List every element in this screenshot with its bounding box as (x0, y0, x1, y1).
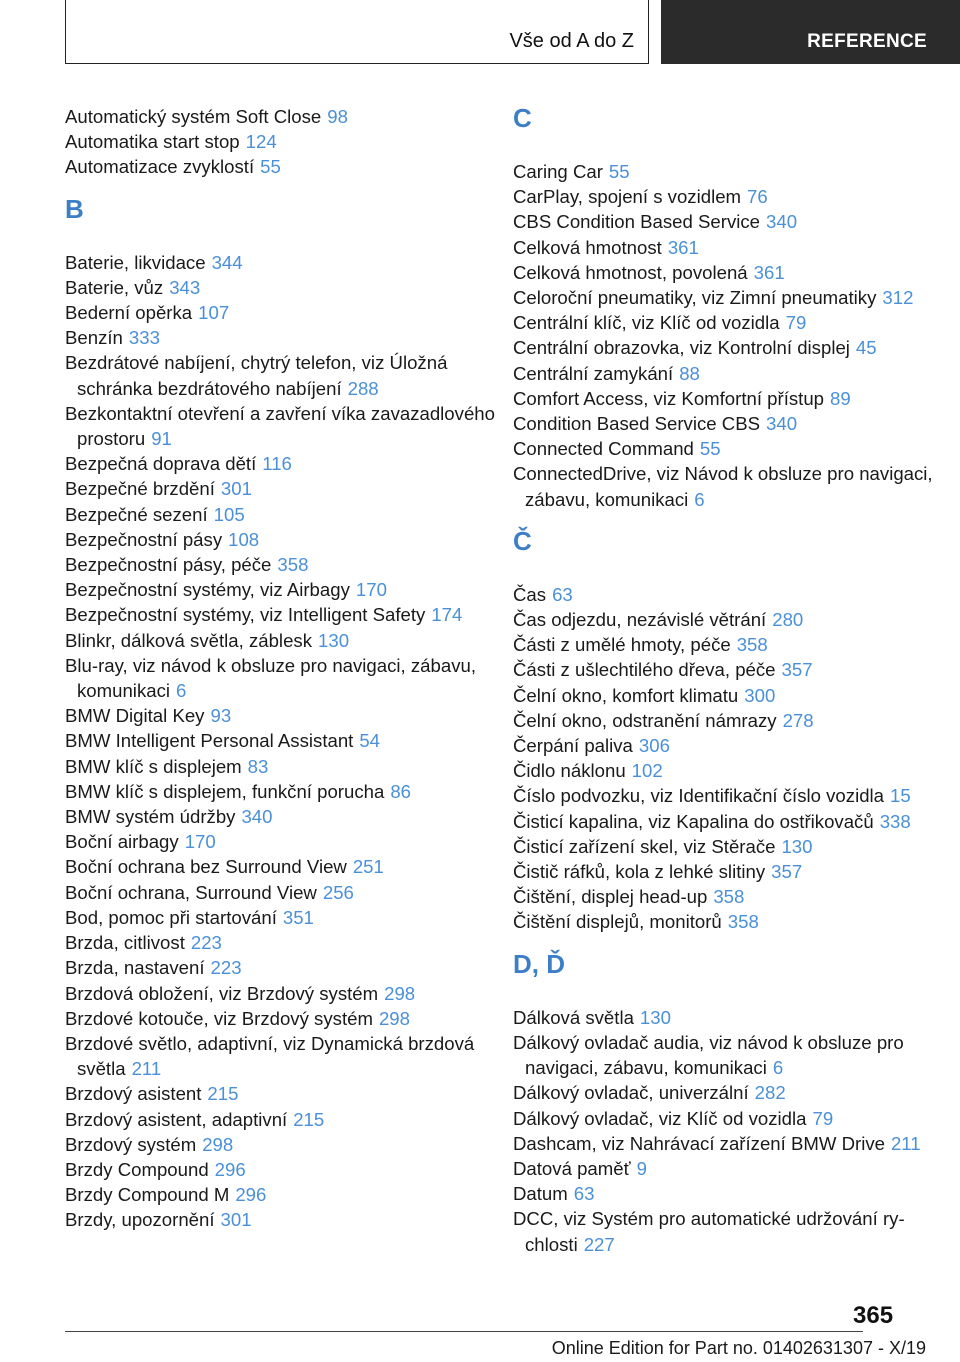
index-entry-text: Automatický systém Soft Close (65, 106, 322, 127)
page-reference-link[interactable]: 15 (890, 785, 911, 807)
page-reference-link[interactable]: 343 (169, 276, 201, 298)
page-reference-link[interactable]: 76 (747, 186, 768, 208)
index-entry (65, 300, 505, 325)
index-entry (65, 703, 505, 728)
index-entry-text: Comfort Access, viz Komfortní přístup (513, 387, 825, 409)
page-reference-link[interactable]: 340 (766, 413, 798, 435)
index-entry (513, 1181, 953, 1206)
index-entry (513, 859, 953, 884)
index-entry-text: Bezpečnostní pásy (65, 528, 223, 550)
index-entry-text: Čidlo náklonu (513, 760, 626, 782)
index-entry (65, 854, 505, 879)
index-entry-text: Brzdové světlo, adaptivní, viz Dynamická brzdová světla (65, 1032, 475, 1080)
page-reference-link[interactable]: 91 (151, 428, 172, 450)
index-entry-text: Caring Car (513, 161, 603, 182)
index-entry-text: Čelní okno, odstranění námrazy (513, 709, 777, 731)
index-entry (65, 476, 505, 501)
page-number: 365 (853, 1302, 894, 1329)
page-reference-link[interactable]: 358 (713, 886, 745, 908)
index-entry-text: Baterie, vůz (65, 276, 164, 298)
index-entry (65, 1031, 505, 1081)
page-reference-link[interactable]: 280 (772, 609, 804, 631)
page-reference-link[interactable]: 79 (812, 1107, 834, 1129)
page-reference-link[interactable]: 251 (352, 856, 384, 878)
index-entry-text: Connected Command (513, 438, 694, 460)
page-reference-link[interactable]: 54 (359, 730, 381, 752)
index-entry (65, 754, 505, 779)
index-entry-text: Bederní opěrka (65, 302, 193, 324)
page-reference-link[interactable]: 174 (431, 604, 463, 626)
index-entry-text: Brzdový asistent, adaptivní (65, 1108, 288, 1130)
index-entry (65, 981, 505, 1006)
page-reference-link[interactable]: 298 (378, 1007, 410, 1029)
index-entry (513, 1206, 953, 1256)
index-entry-text: BMW Digital Key (65, 705, 205, 727)
index-entry (65, 577, 505, 602)
page-reference-link[interactable]: 256 (322, 881, 354, 903)
index-entry (513, 582, 953, 607)
index-entry (513, 335, 953, 360)
page-reference-link[interactable]: 130 (318, 629, 350, 651)
index-entry-text: Čerpání paliva (513, 735, 633, 757)
page-reference-link[interactable]: 116 (262, 453, 292, 475)
index-entry (513, 1131, 953, 1156)
index-entry (513, 657, 953, 682)
index-entry-text: Dálkový ovladač, univerzální (513, 1082, 749, 1104)
page-reference-link[interactable]: 338 (879, 810, 911, 832)
index-entry (65, 154, 505, 179)
index-entry-text: Číslo podvozku, viz Identifikační číslo vozidla (513, 785, 885, 807)
index-entry (513, 184, 953, 209)
index-entry-text: Brzda, citlivost (65, 932, 185, 954)
index-entry (65, 1081, 505, 1106)
page-reference-link[interactable]: 93 (210, 705, 232, 727)
index-entry-text: Celoroční pneumatiky, viz Zimní pneumatiky (513, 287, 877, 309)
index-entry (65, 930, 505, 955)
index-entry (65, 728, 505, 753)
index-entry-text: Automatizace zvyklostí (65, 156, 255, 178)
page-reference-link[interactable]: 278 (782, 709, 814, 731)
index-entry (65, 804, 505, 829)
page-reference-link[interactable]: 45 (855, 337, 877, 359)
index-entry-text: BMW systém údržby (65, 806, 236, 828)
page-reference-link[interactable]: 227 (583, 1233, 615, 1255)
index-entry (65, 275, 505, 300)
index-entry (513, 708, 953, 733)
index-entry-text: CarPlay, spojení s vozidlem (513, 186, 742, 208)
page-reference-link[interactable]: 358 (727, 911, 759, 933)
index-entry-text: Čas odjezdu, nezávislé větrání (513, 609, 767, 631)
footer-divider (65, 1331, 863, 1332)
page-reference-link[interactable]: 63 (552, 583, 573, 605)
index-entry (65, 552, 505, 577)
index-entry (513, 834, 953, 859)
index-entry-text: Bezpečné brzdění (65, 478, 215, 500)
footer-edition: Online Edition for Part no. 01402631307 - X/19 (551, 1338, 926, 1358)
page-reference-link[interactable]: 282 (754, 1082, 786, 1104)
page-reference-link[interactable]: 344 (211, 251, 243, 273)
header-tab[interactable] (661, 0, 960, 64)
page-reference-link[interactable]: 358 (736, 634, 768, 656)
index-entry-text: BMW klíč s displejem (65, 755, 242, 777)
index-entry (513, 310, 953, 335)
index-entry (513, 758, 953, 783)
index-entry-text: Čistič ráfků, kola z lehké slitiny (513, 861, 766, 883)
page-reference-link[interactable]: 102 (631, 760, 663, 782)
page-reference-link[interactable]: 288 (347, 377, 379, 399)
index-entry (65, 1132, 505, 1157)
page-reference-link[interactable]: 55 (699, 438, 721, 460)
page-reference-link[interactable]: 358 (277, 554, 309, 576)
index-entry (65, 1157, 505, 1182)
index-letter-heading: B (65, 193, 84, 224)
index-entry (513, 1005, 953, 1030)
index-entry (65, 1182, 505, 1207)
page-reference-link[interactable]: 361 (753, 261, 785, 283)
index-entry (513, 159, 953, 184)
page-reference-link[interactable]: 83 (247, 755, 269, 777)
index-entry-text: Celková hmotnost (513, 236, 662, 258)
page-reference-link[interactable]: 98 (327, 106, 348, 127)
page-reference-link[interactable]: 86 (390, 780, 411, 802)
page-reference-link[interactable]: 105 (213, 503, 245, 525)
index-entry (513, 285, 953, 310)
index-entry (513, 733, 953, 758)
page-reference-link[interactable]: 6 (694, 488, 705, 510)
page-reference-link[interactable]: 108 (228, 528, 260, 550)
index-entry (65, 451, 505, 476)
page-reference-link[interactable]: 211 (131, 1058, 162, 1080)
page-reference-link[interactable]: 340 (766, 211, 798, 233)
page-reference-link[interactable]: 89 (830, 387, 851, 409)
index-entry-text: CBS Condition Based Service (513, 211, 761, 233)
index-entry-text: Bezpečnostní systémy, viz Airbagy (65, 579, 350, 601)
index-letter-heading: Č (513, 525, 532, 556)
index-entry (65, 1006, 505, 1031)
index-entry (513, 884, 953, 909)
index-entry-text: Brzdový systém (65, 1133, 197, 1155)
index-entry (513, 809, 953, 834)
index-entry-text: Čisticí kapalina, viz Kapalina do ostřikovačů (513, 810, 874, 832)
index-entry-text: Bezkontaktní otevření a zavření víka zavazadlového prostoru (65, 402, 495, 450)
index-entry-text: Condition Based Service CBS (513, 413, 761, 435)
page-reference-link[interactable]: 124 (245, 131, 277, 153)
page-reference-link[interactable]: 357 (771, 861, 803, 883)
page-reference-link[interactable]: 6 (176, 680, 187, 702)
index-entry-text: BMW Intelligent Personal Assistant (65, 730, 354, 752)
index-letter-heading: C (513, 103, 532, 133)
index-entry-text: Čelní okno, komfort klimatu (513, 684, 739, 706)
index-entry (513, 235, 953, 260)
index-entry (513, 209, 953, 234)
index-entry-text: Automatika start stop (65, 131, 240, 153)
index-entry (65, 829, 505, 854)
index-entry-text: Datum (513, 1183, 568, 1205)
index-entry (513, 411, 953, 436)
index-entry-text: Bezpečnostní systémy, viz Intelligent Safety (65, 604, 426, 626)
index-entry-text: Datová paměť (513, 1157, 631, 1179)
index-entry (513, 386, 953, 411)
page-reference-link[interactable]: 63 (573, 1183, 595, 1205)
index-entry (65, 653, 505, 703)
page-reference-link[interactable]: 79 (785, 312, 807, 334)
index-entry-text: Brzdy Compound M (65, 1184, 230, 1206)
index-entry-text: Brzdový asistent (65, 1083, 202, 1105)
page-reference-link[interactable]: 55 (260, 156, 281, 178)
index-entry (513, 436, 953, 461)
page-reference-link[interactable]: 300 (744, 684, 776, 706)
index-letter-heading: D, Ď (513, 948, 565, 979)
index-entry-text: Brzdová obložení, viz Brzdový systém (65, 982, 379, 1004)
page-reference-link[interactable]: 298 (202, 1133, 234, 1155)
index-entry (513, 607, 953, 632)
page-reference-link[interactable]: 306 (638, 735, 670, 757)
index-entry (65, 325, 505, 350)
page-reference-link[interactable]: 312 (882, 287, 914, 309)
index-entry (513, 1106, 953, 1131)
index-entry-text: Části z ušlechtilého dřeva, péče (513, 659, 776, 681)
index-entry (65, 779, 505, 804)
index-entry-text: Celková hmotnost, povolená (513, 261, 748, 283)
index-entry-text: Dálková světla (513, 1006, 634, 1028)
page-reference-link[interactable]: 130 (781, 835, 813, 857)
index-entry (65, 880, 505, 905)
index-entry (513, 260, 953, 285)
index-entry (65, 1107, 505, 1132)
index-entry-text: Čisticí zařízení skel, viz Stěrače (513, 835, 776, 857)
index-entry (513, 909, 953, 934)
page-reference-link[interactable]: 215 (293, 1108, 325, 1130)
page-reference-link[interactable]: 223 (190, 932, 222, 954)
index-entry (513, 1156, 953, 1181)
page-reference-link[interactable]: 296 (214, 1158, 246, 1180)
index-entry (65, 401, 505, 451)
page-reference-link[interactable]: 170 (184, 831, 216, 853)
page-reference-link[interactable]: 55 (608, 161, 630, 182)
page-reference-link[interactable]: 9 (636, 1157, 647, 1179)
index-entry (513, 361, 953, 386)
page-reference-link[interactable]: 301 (220, 478, 252, 500)
index-entry-text: Centrální obrazovka, viz Kontrolní displej (513, 337, 850, 359)
index-entry-text: DCC, viz Systém pro automatické udržování rychlosti (513, 1208, 905, 1255)
section-title: Vše od A do Z (509, 30, 634, 52)
index-entry (65, 129, 505, 154)
page-reference-link[interactable]: 351 (282, 906, 314, 928)
page-reference-link[interactable]: 298 (384, 982, 416, 1004)
index-entry-text: Blu-ray, viz návod k obsluze pro navigaci, zábavu, komunikaci (65, 654, 476, 702)
page-reference-link[interactable]: 357 (781, 659, 813, 681)
page-reference-link[interactable]: 88 (679, 362, 700, 384)
index-entry (65, 250, 505, 275)
index-entry-text: Blinkr, dálková světla, záblesk (65, 629, 313, 651)
index-entry-text: Baterie, likvidace (65, 251, 206, 273)
index-entry-text: Dálkový ovladač, viz Klíč od vozidla (513, 1107, 807, 1129)
index-entry (65, 1207, 505, 1232)
page-reference-link[interactable]: 333 (128, 327, 160, 349)
index-entry-text: Centrální klíč, viz Klíč od vozidla (513, 312, 780, 334)
page-reference-link[interactable]: 107 (198, 302, 230, 324)
page-reference-link[interactable]: 361 (667, 236, 699, 258)
index-entry-text: Bezpečné sezení (65, 503, 208, 525)
index-entry-text: Brzdové kotouče, viz Brzdový systém (65, 1007, 373, 1029)
index-entry-text: Boční ochrana, Surround View (65, 881, 317, 903)
index-entry (513, 632, 953, 657)
page-reference-link[interactable]: 340 (241, 806, 273, 828)
index-entry (513, 783, 953, 808)
index-entry-text: Bezdrátové nabíjení, chytrý telefon, viz Úložná schránka bezdrátového nabíjení (65, 352, 448, 399)
index-entry-text: Centrální zamykání (513, 362, 674, 384)
index-entry (65, 955, 505, 980)
index-entry-text: ConnectedDrive, viz Návod k obsluze pro navigaci, zábavu, komunikaci (513, 463, 933, 510)
header-section-box (65, 0, 649, 64)
page-reference-link[interactable]: 301 (220, 1209, 252, 1231)
index-entry (65, 350, 505, 400)
header-tab-label: REFERENCE (807, 31, 927, 52)
index-entry (513, 1080, 953, 1105)
index-entry-text: Dashcam, viz Nahrávací zařízení BMW Drive (513, 1132, 885, 1154)
index-entry (513, 1030, 953, 1080)
page-reference-link[interactable]: 215 (207, 1083, 239, 1105)
index-entry (65, 502, 505, 527)
page-reference-link[interactable]: 223 (210, 957, 242, 979)
page-reference-link[interactable]: 296 (235, 1184, 267, 1206)
index-entry-text: Čištění, displej head-up (513, 886, 708, 908)
index-entry-text: Benzín (65, 327, 123, 349)
index-entry-text: Bod, pomoc při startování (65, 906, 277, 928)
index-entry (65, 104, 505, 129)
index-entry-text: Části z umělé hmoty, péče (513, 634, 731, 656)
index-entry (65, 602, 505, 627)
page-reference-link[interactable]: 130 (639, 1006, 671, 1028)
index-column-right (513, 104, 953, 1257)
index-entry (513, 461, 953, 511)
index-entry-text: Brzdy, upozornění (65, 1209, 215, 1231)
page-reference-link[interactable]: 170 (355, 579, 387, 601)
index-column-left (65, 104, 505, 1233)
index-entry-text: Boční ochrana bez Surround View (65, 856, 347, 878)
index-entry-text: Čas (513, 583, 547, 605)
index-entry-text: Čištění displejů, monitorů (513, 911, 722, 933)
index-entry (65, 905, 505, 930)
index-entry-text: Brzdy Compound (65, 1158, 209, 1180)
index-entry-text: Bezpečnostní pásy, péče (65, 554, 272, 576)
page-reference-link[interactable]: 6 (772, 1057, 784, 1079)
index-entry (65, 628, 505, 653)
index-entry-text: Bezpečná doprava dětí (65, 453, 257, 475)
index-entry (513, 683, 953, 708)
index-entry-text: BMW klíč s displejem, funkční porucha (65, 780, 385, 802)
index-entry-text: Boční airbagy (65, 831, 179, 853)
index-entry (65, 527, 505, 552)
index-entry-text: Dálkový ovladač audia, viz návod k obsluze pro navigaci, zábavu, komunikaci (513, 1031, 904, 1079)
page-reference-link[interactable]: 211 (890, 1132, 921, 1154)
index-entry-text: Brzda, nastavení (65, 957, 205, 979)
